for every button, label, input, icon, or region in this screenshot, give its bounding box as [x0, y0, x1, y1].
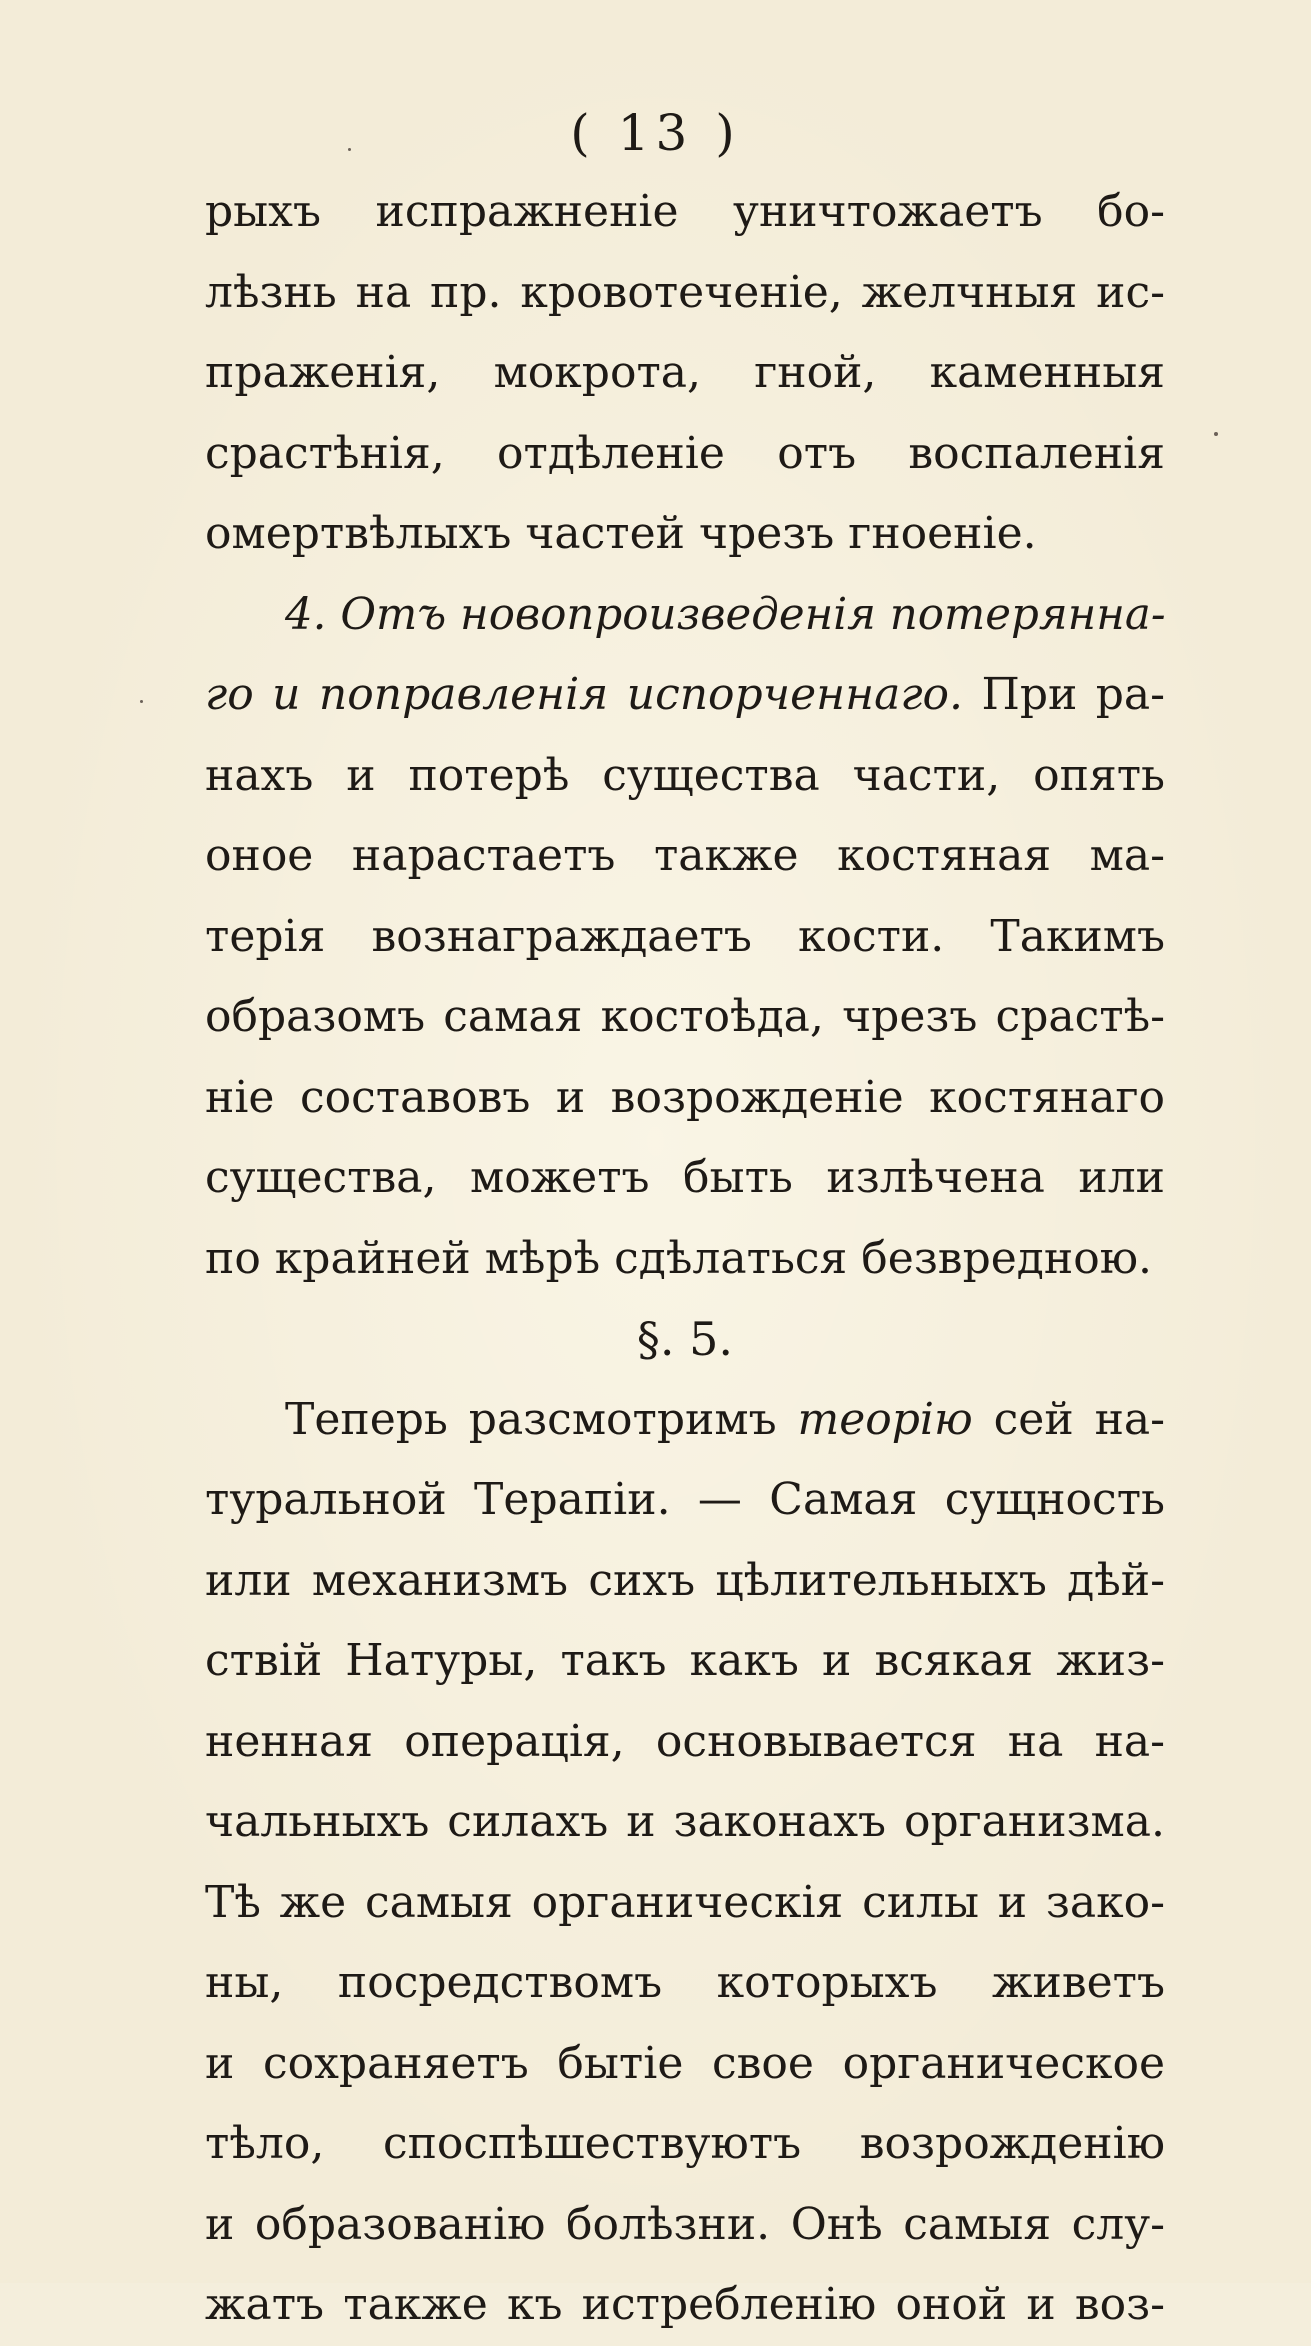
- text-line: тѣло, споспѣшествуютъ возрожденію: [205, 2118, 1165, 2169]
- text-line: или механизмъ сихъ цѣлительныхъ дѣй-: [205, 1554, 1165, 1606]
- text-line: чальныхъ силахъ и законахъ организма.: [205, 1796, 1165, 1847]
- numbered-heading-line: 4. Отъ новопроизведенія потерянна-: [285, 589, 1166, 640]
- italic-run: го и поправленія испорченнаго.: [205, 669, 964, 720]
- text-line: омертвѣлыхъ частей чрезъ гноеніе.: [205, 508, 1037, 559]
- text-line: ненная операція, основывается на на-: [205, 1715, 1165, 1767]
- text-line: лѣзнь на пр. кровотеченіе, желчныя ис-: [205, 266, 1165, 318]
- text-line: [205, 1380, 1165, 1461]
- italic-run: теорію: [797, 1393, 973, 1445]
- text-line: праженія, мокрота, гной, каменныя: [205, 347, 1165, 398]
- text-line: существа, можетъ быть излѣчена или: [205, 1152, 1165, 1203]
- text-line: жатъ также къ истребленію оной и воз-: [205, 2279, 1165, 2330]
- roman-run: Теперь разсмотримъ: [285, 1393, 798, 1445]
- text-line: образомъ самая костоѣда, чрезъ срастѣ-: [205, 991, 1165, 1042]
- section-heading: §. 5.: [636, 1312, 734, 1366]
- text-line: по крайней мѣрѣ сдѣлаться безвредною.: [205, 1232, 1152, 1284]
- text-line: туральной Терапіи. — Самая сущность: [205, 1474, 1165, 1525]
- text-line: ны, посредствомъ которыхъ живетъ: [205, 1957, 1165, 2008]
- text-line: и сохраняетъ бытіе свое органическое: [205, 2037, 1165, 2089]
- text-line: и образованію болѣзни. Онѣ самыя слу-: [205, 2198, 1165, 2250]
- text-line: терія вознаграждаетъ кости. Такимъ: [205, 910, 1165, 962]
- text-line: рыхъ испражненіе уничтожаетъ бо-: [205, 186, 1165, 237]
- text-line: ствій Натуры, такъ какъ и всякая жиз-: [205, 1635, 1165, 1686]
- text-line: оное нарастаетъ также костяная ма-: [205, 830, 1165, 881]
- text-line: нахъ и потерѣ существа части, опять: [205, 749, 1165, 801]
- paper-speck: [140, 700, 143, 703]
- text-line: срастѣнія, отдѣленіе отъ воспаленія: [205, 427, 1165, 479]
- roman-run: сей на-: [972, 1393, 1166, 1445]
- text-line: ніе составовъ и возрожденіе костянаго: [205, 1071, 1165, 1123]
- text-line: Тѣ же самыя органическія силы и зако-: [205, 1876, 1165, 1928]
- text-line: [205, 655, 1165, 736]
- body-text: [205, 172, 1165, 2346]
- page-number: ( 13 ): [570, 104, 741, 162]
- paper-speck: [348, 148, 351, 151]
- paper-speck: [1214, 432, 1218, 436]
- roman-run: При ра-: [963, 669, 1165, 720]
